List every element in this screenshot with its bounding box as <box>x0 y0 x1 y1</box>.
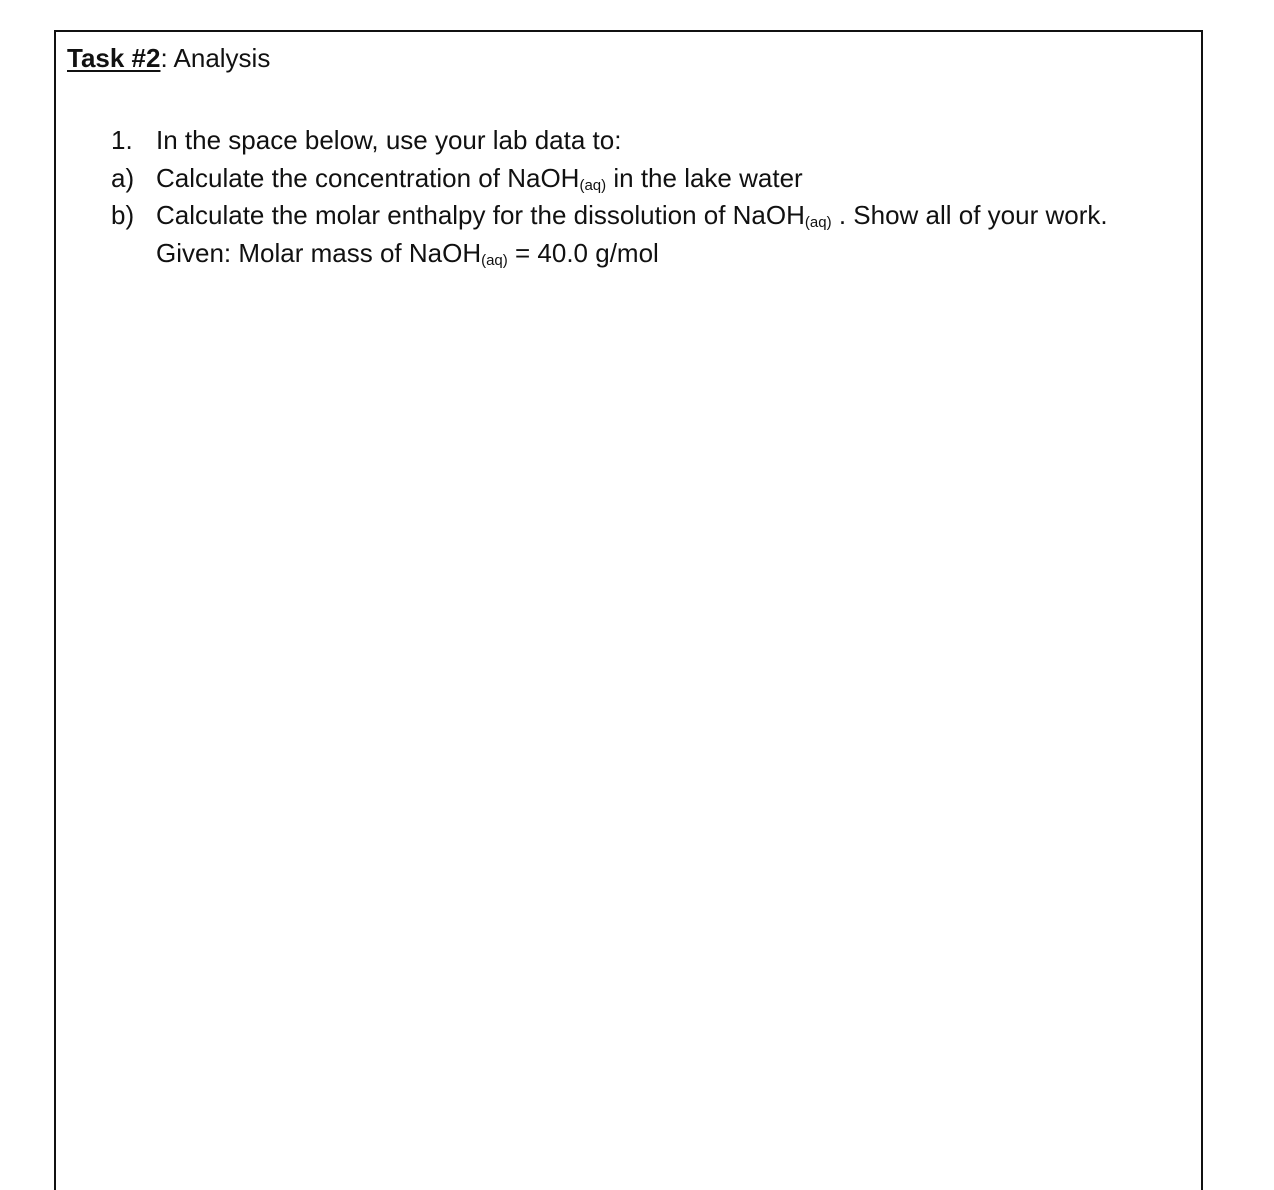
part-a-text-before: Calculate the concentration of NaOH <box>156 163 580 193</box>
part-a-subscript: (aq) <box>579 177 607 194</box>
task-title: Analysis <box>173 43 271 73</box>
part-a-text <box>156 162 803 194</box>
task-heading <box>67 42 270 74</box>
part-a-marker: a) <box>111 163 135 193</box>
part-b-text-after: . Show all of your work. <box>831 200 1108 230</box>
task-label: Task #2 <box>67 43 161 73</box>
given-text-before: Given: Molar mass of NaOH <box>156 238 482 268</box>
question-prompt: In the space below, use your lab data to: <box>156 125 622 155</box>
given-text <box>156 237 659 269</box>
part-b-text-before: Calculate the molar enthalpy for the dissolution of NaOH <box>156 200 805 230</box>
part-b-text <box>156 199 1108 231</box>
part-b-subscript: (aq) <box>804 214 832 231</box>
given-subscript: (aq) <box>481 252 508 269</box>
part-a-text-after: in the lake water <box>606 163 803 193</box>
question-number: 1. <box>111 125 133 155</box>
part-b-marker: b) <box>111 200 135 230</box>
task-separator: : <box>160 43 168 73</box>
given-text-after: = 40.0 g/mol <box>507 238 659 268</box>
